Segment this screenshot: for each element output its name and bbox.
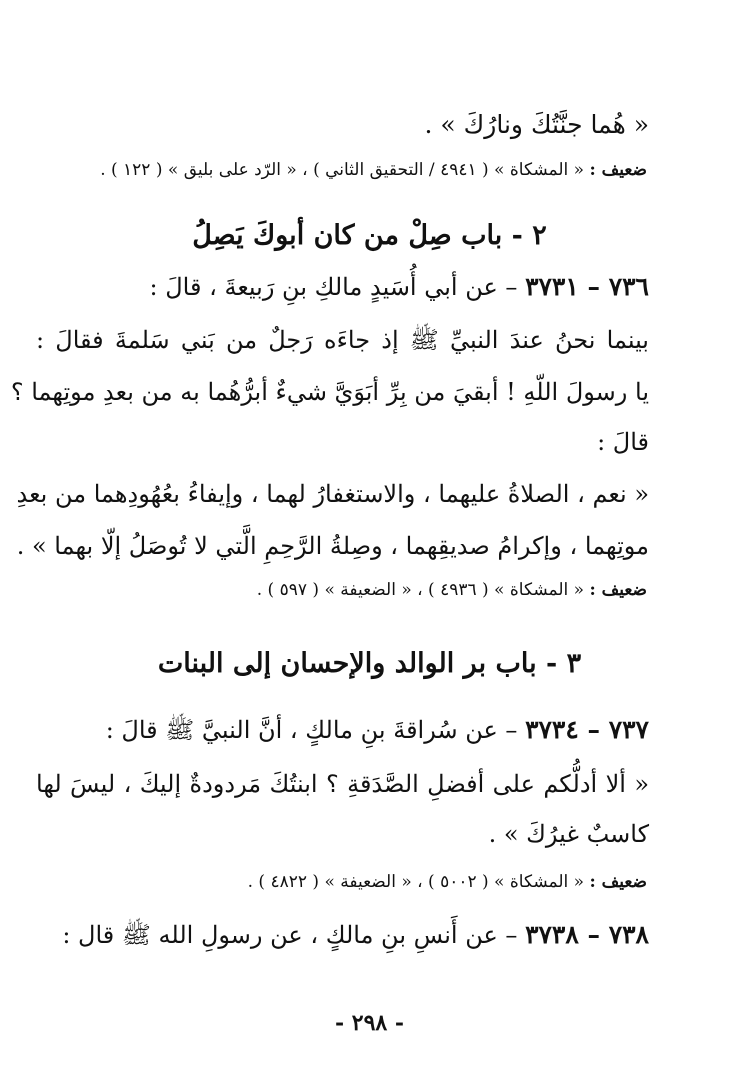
- chapter-heading: ٣ - باب بر الوالد والإحسان إلى البنات: [157, 648, 582, 679]
- hadith-text-line: موتِهما ، وإكرامُ صديقِهما ، وصِلةُ الرَّحِمِ الَّتي لا تُوصَلُ إلّا بهما » .: [16, 532, 649, 560]
- grading-line: [36, 872, 647, 892]
- hadith-number: ٧٣٦ – ٣٧٣١: [525, 272, 649, 301]
- hadith-number: ٧٣٨ – ٣٧٣٨: [525, 920, 649, 949]
- grading-line: [36, 160, 647, 180]
- grading-sources: « المشكاة » ( ٤٩٤١ / التحقيق الثاني ) ، « الرّد على بليق » ( ١٢٢ ) .: [100, 160, 585, 180]
- hadith-isnad: – عن أَنسِ بنِ مالكٍ ، عن رسولِ الله ﷺ قال :: [62, 921, 518, 949]
- hadith-text-line: يا رسولَ اللّهِ ! أبقيَ من بِرِّ أبَوَيَّ شيءٌ أبرُّهُما به من بعدِ موتِهما ؟: [10, 378, 649, 406]
- grading-sources: « المشكاة » ( ٥٠٠٢ ) ، « الضعيفة » ( ٤٨٢٢ ) .: [247, 872, 585, 892]
- grading-line: [36, 580, 647, 600]
- chapter-heading: ٢ - باب صِلْ من كان أبوكَ يَصِلُ: [192, 220, 547, 251]
- hadith-header: [36, 715, 649, 750]
- hadith-text-line: قالَ :: [597, 428, 649, 456]
- hadith-text-line: كاسبٌ غيرُكَ » .: [488, 820, 649, 848]
- grading-label: ضعيف :: [589, 872, 647, 892]
- hadith-header: [36, 272, 649, 301]
- hadith-isnad: – عن سُراقةَ بنِ مالكٍ ، أنَّ النبيَّ ﷺ قالَ :: [105, 716, 518, 744]
- hadith-text-line: بينما نحنُ عندَ النبيِّ ﷺ إذ جاءَه رَجلٌ من بَني سَلمةَ فقالَ :: [36, 326, 649, 354]
- grading-sources: « المشكاة » ( ٤٩٣٦ ) ، « الضعيفة » ( ٥٩٧ ) .: [256, 580, 585, 600]
- hadith-isnad: – عن أبي أُسَيدٍ مالكِ بنِ رَبيعةَ ، قالَ :: [149, 273, 518, 301]
- page-number: - ٢٩٨ -: [334, 1010, 405, 1036]
- grading-label: ضعيف :: [589, 160, 647, 180]
- grading-label: ضعيف :: [589, 580, 647, 600]
- hadith-number: ٧٣٧ – ٣٧٣٤: [525, 715, 649, 744]
- hadith-text-line: « نعم ، الصلاةُ عليهما ، والاستغفارُ لهما ، وإيفاءُ بعُهُودِهما من بعدِ: [16, 480, 649, 508]
- hadith-text-line: « ألا أدلُّكم على أفضلِ الصَّدَقةِ ؟ ابنتُكَ مَردودةٌ إليكَ ، ليسَ لها: [36, 770, 649, 798]
- hadith-text-line: « هُما جنَّتُكَ ونارُكَ » .: [424, 110, 649, 139]
- hadith-header: [36, 920, 649, 955]
